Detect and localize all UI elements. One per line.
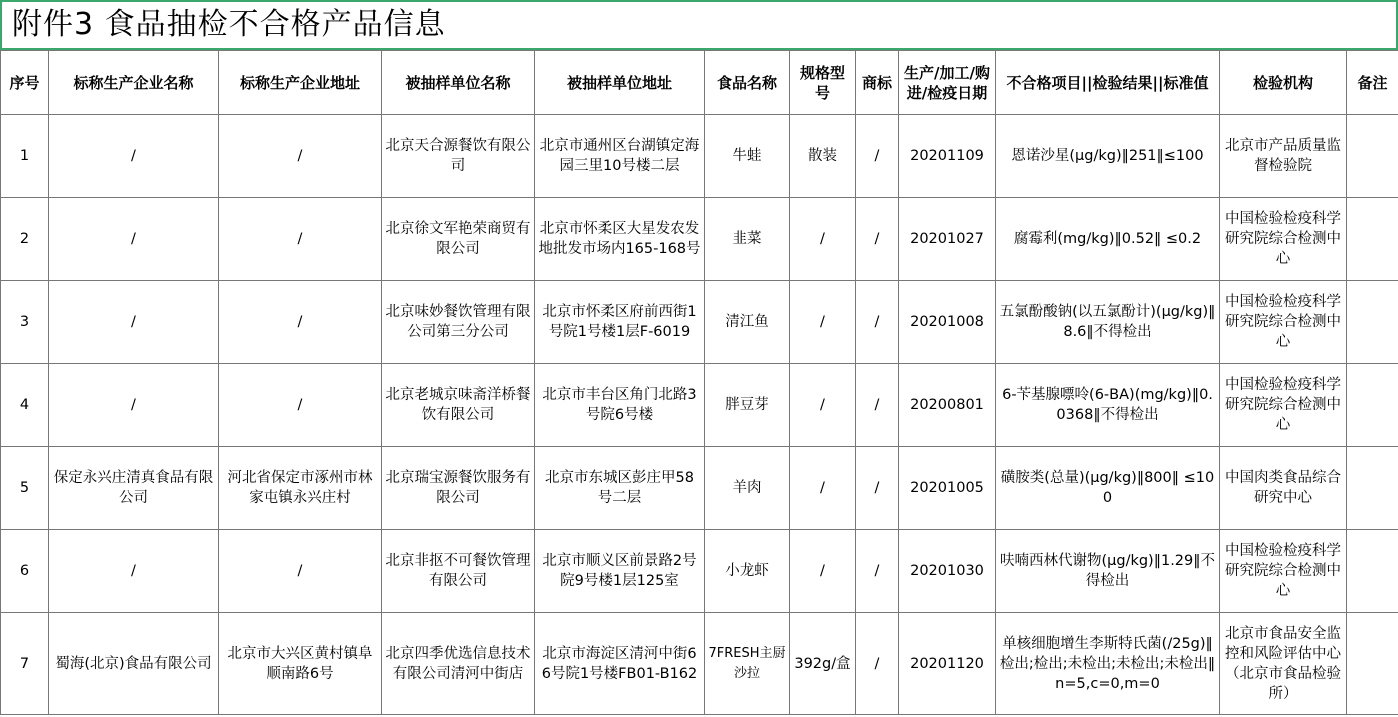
table-cell: 中国检验检疫科学研究院综合检测中心 bbox=[1220, 364, 1347, 447]
table-cell: / bbox=[856, 364, 899, 447]
table-cell: 胖豆芽 bbox=[705, 364, 790, 447]
table-cell: 2 bbox=[1, 198, 49, 281]
table-cell: / bbox=[219, 115, 382, 198]
header-cell: 食品名称 bbox=[705, 51, 790, 115]
table-row bbox=[1, 198, 1398, 281]
table-cell: 北京老城京味斋洋桥餐饮有限公司 bbox=[382, 364, 535, 447]
table-cell: 中国检验检疫科学研究院综合检测中心 bbox=[1220, 281, 1347, 364]
table-cell: / bbox=[49, 281, 219, 364]
table-cell: / bbox=[856, 281, 899, 364]
table-cell: / bbox=[49, 115, 219, 198]
table-row bbox=[1, 447, 1398, 530]
table-cell: 北京瑞宝源餐饮服务有限公司 bbox=[382, 447, 535, 530]
header-cell: 备注 bbox=[1347, 51, 1398, 115]
table-cell: / bbox=[856, 613, 899, 715]
table-cell: 20201008 bbox=[899, 281, 996, 364]
table-cell: 五氯酚酸钠(以五氯酚计)(μg/kg)‖8.6‖不得检出 bbox=[996, 281, 1220, 364]
table-cell: 北京天合源餐饮有限公司 bbox=[382, 115, 535, 198]
table-cell: 北京市丰台区角门北路3号院6号楼 bbox=[535, 364, 705, 447]
table-cell: 20201005 bbox=[899, 447, 996, 530]
table-cell: 中国检验检疫科学研究院综合检测中心 bbox=[1220, 198, 1347, 281]
table-cell: 20201120 bbox=[899, 613, 996, 715]
table-cell: 中国肉类食品综合研究中心 bbox=[1220, 447, 1347, 530]
table-cell: / bbox=[790, 364, 856, 447]
table-cell: 呋喃西林代谢物(μg/kg)‖1.29‖不得检出 bbox=[996, 530, 1220, 613]
table-cell: 1 bbox=[1, 115, 49, 198]
table-cell: / bbox=[49, 198, 219, 281]
table-cell: 北京徐文军艳荣商贸有限公司 bbox=[382, 198, 535, 281]
table-cell: 7FRESH主厨沙拉 bbox=[705, 613, 790, 715]
table-cell bbox=[1347, 364, 1398, 447]
table-row bbox=[1, 281, 1398, 364]
header-cell: 生产/加工/购进/检疫日期 bbox=[899, 51, 996, 115]
header-cell: 被抽样单位名称 bbox=[382, 51, 535, 115]
table-cell: / bbox=[219, 530, 382, 613]
table-row bbox=[1, 613, 1398, 715]
table-cell: / bbox=[856, 198, 899, 281]
header-cell: 不合格项目||检验结果||标准值 bbox=[996, 51, 1220, 115]
table-cell: 北京市怀柔区府前西街1号院1号楼1层F-6019 bbox=[535, 281, 705, 364]
table-cell: 恩诺沙星(μg/kg)‖251‖≤100 bbox=[996, 115, 1220, 198]
table-cell: 北京市东城区彭庄甲58号二层 bbox=[535, 447, 705, 530]
header-cell: 规格型号 bbox=[790, 51, 856, 115]
table-cell: 蜀海(北京)食品有限公司 bbox=[49, 613, 219, 715]
table-cell: 7 bbox=[1, 613, 49, 715]
table-cell bbox=[1347, 115, 1398, 198]
table-cell: 北京市大兴区黄村镇阜顺南路6号 bbox=[219, 613, 382, 715]
table-cell: 北京四季优选信息技术有限公司清河中街店 bbox=[382, 613, 535, 715]
table-cell: 5 bbox=[1, 447, 49, 530]
table-cell: 牛蛙 bbox=[705, 115, 790, 198]
table-cell: 6 bbox=[1, 530, 49, 613]
table-cell: 4 bbox=[1, 364, 49, 447]
table-cell: / bbox=[856, 115, 899, 198]
table-cell: 北京非抠不可餐饮管理有限公司 bbox=[382, 530, 535, 613]
table-row bbox=[1, 115, 1398, 198]
table-cell bbox=[1347, 447, 1398, 530]
table-cell: 北京市海淀区清河中街66号院1号楼FB01-B162 bbox=[535, 613, 705, 715]
header-cell: 检验机构 bbox=[1220, 51, 1347, 115]
table-cell: 20201030 bbox=[899, 530, 996, 613]
table-cell: 羊肉 bbox=[705, 447, 790, 530]
table-cell: 20201109 bbox=[899, 115, 996, 198]
table-cell: / bbox=[49, 364, 219, 447]
table-cell: / bbox=[856, 447, 899, 530]
table-row bbox=[1, 530, 1398, 613]
table-cell: 6-苄基腺嘌呤(6-BA)(mg/kg)‖0.0368‖不得检出 bbox=[996, 364, 1220, 447]
table-cell: 单核细胞增生李斯特氏菌(/25g)‖检出;检出;未检出;未检出;未检出‖n=5,c=0,m=0 bbox=[996, 613, 1220, 715]
table-cell: / bbox=[790, 198, 856, 281]
table-cell: 清江鱼 bbox=[705, 281, 790, 364]
table-cell: 北京味妙餐饮管理有限公司第三分公司 bbox=[382, 281, 535, 364]
table-cell bbox=[1347, 613, 1398, 715]
table-cell: 散装 bbox=[790, 115, 856, 198]
table-cell bbox=[1347, 281, 1398, 364]
table-cell: 北京市食品安全监控和风险评估中心（北京市食品检验所） bbox=[1220, 613, 1347, 715]
table-cell: 392g/盒 bbox=[790, 613, 856, 715]
table-row bbox=[1, 364, 1398, 447]
header-cell: 标称生产企业名称 bbox=[49, 51, 219, 115]
header-cell: 序号 bbox=[1, 51, 49, 115]
table-cell: / bbox=[49, 530, 219, 613]
table-cell: 中国检验检疫科学研究院综合检测中心 bbox=[1220, 530, 1347, 613]
table-cell: 河北省保定市涿州市林家屯镇永兴庄村 bbox=[219, 447, 382, 530]
table-cell: / bbox=[219, 364, 382, 447]
unqualified-products-table bbox=[0, 50, 1398, 715]
title-bar bbox=[0, 0, 1398, 50]
table-cell: / bbox=[790, 281, 856, 364]
table-cell: 保定永兴庄清真食品有限公司 bbox=[49, 447, 219, 530]
table-cell: 北京市顺义区前景路2号院9号楼1层125室 bbox=[535, 530, 705, 613]
table-cell: 北京市产品质量监督检验院 bbox=[1220, 115, 1347, 198]
table-cell: 小龙虾 bbox=[705, 530, 790, 613]
table-cell: / bbox=[856, 530, 899, 613]
table-cell: / bbox=[790, 530, 856, 613]
table-cell: 20200801 bbox=[899, 364, 996, 447]
table-cell: 腐霉利(mg/kg)‖0.52‖ ≤0.2 bbox=[996, 198, 1220, 281]
header-cell: 商标 bbox=[856, 51, 899, 115]
table-cell: 北京市通州区台湖镇定海园三里10号楼二层 bbox=[535, 115, 705, 198]
table-cell: 3 bbox=[1, 281, 49, 364]
table-cell bbox=[1347, 198, 1398, 281]
table-cell: / bbox=[790, 447, 856, 530]
table-cell: 北京市怀柔区大星发农发地批发市场内165-168号 bbox=[535, 198, 705, 281]
header-cell: 标称生产企业地址 bbox=[219, 51, 382, 115]
table-cell: 磺胺类(总量)(μg/kg)‖800‖ ≤100 bbox=[996, 447, 1220, 530]
table-header-row bbox=[1, 51, 1398, 115]
table-cell: 20201027 bbox=[899, 198, 996, 281]
page-title: 附件3 食品抽检不合格产品信息 bbox=[12, 7, 446, 42]
table-cell: 韭菜 bbox=[705, 198, 790, 281]
table-cell: / bbox=[219, 281, 382, 364]
header-cell: 被抽样单位地址 bbox=[535, 51, 705, 115]
table-cell bbox=[1347, 530, 1398, 613]
table-cell: / bbox=[219, 198, 382, 281]
